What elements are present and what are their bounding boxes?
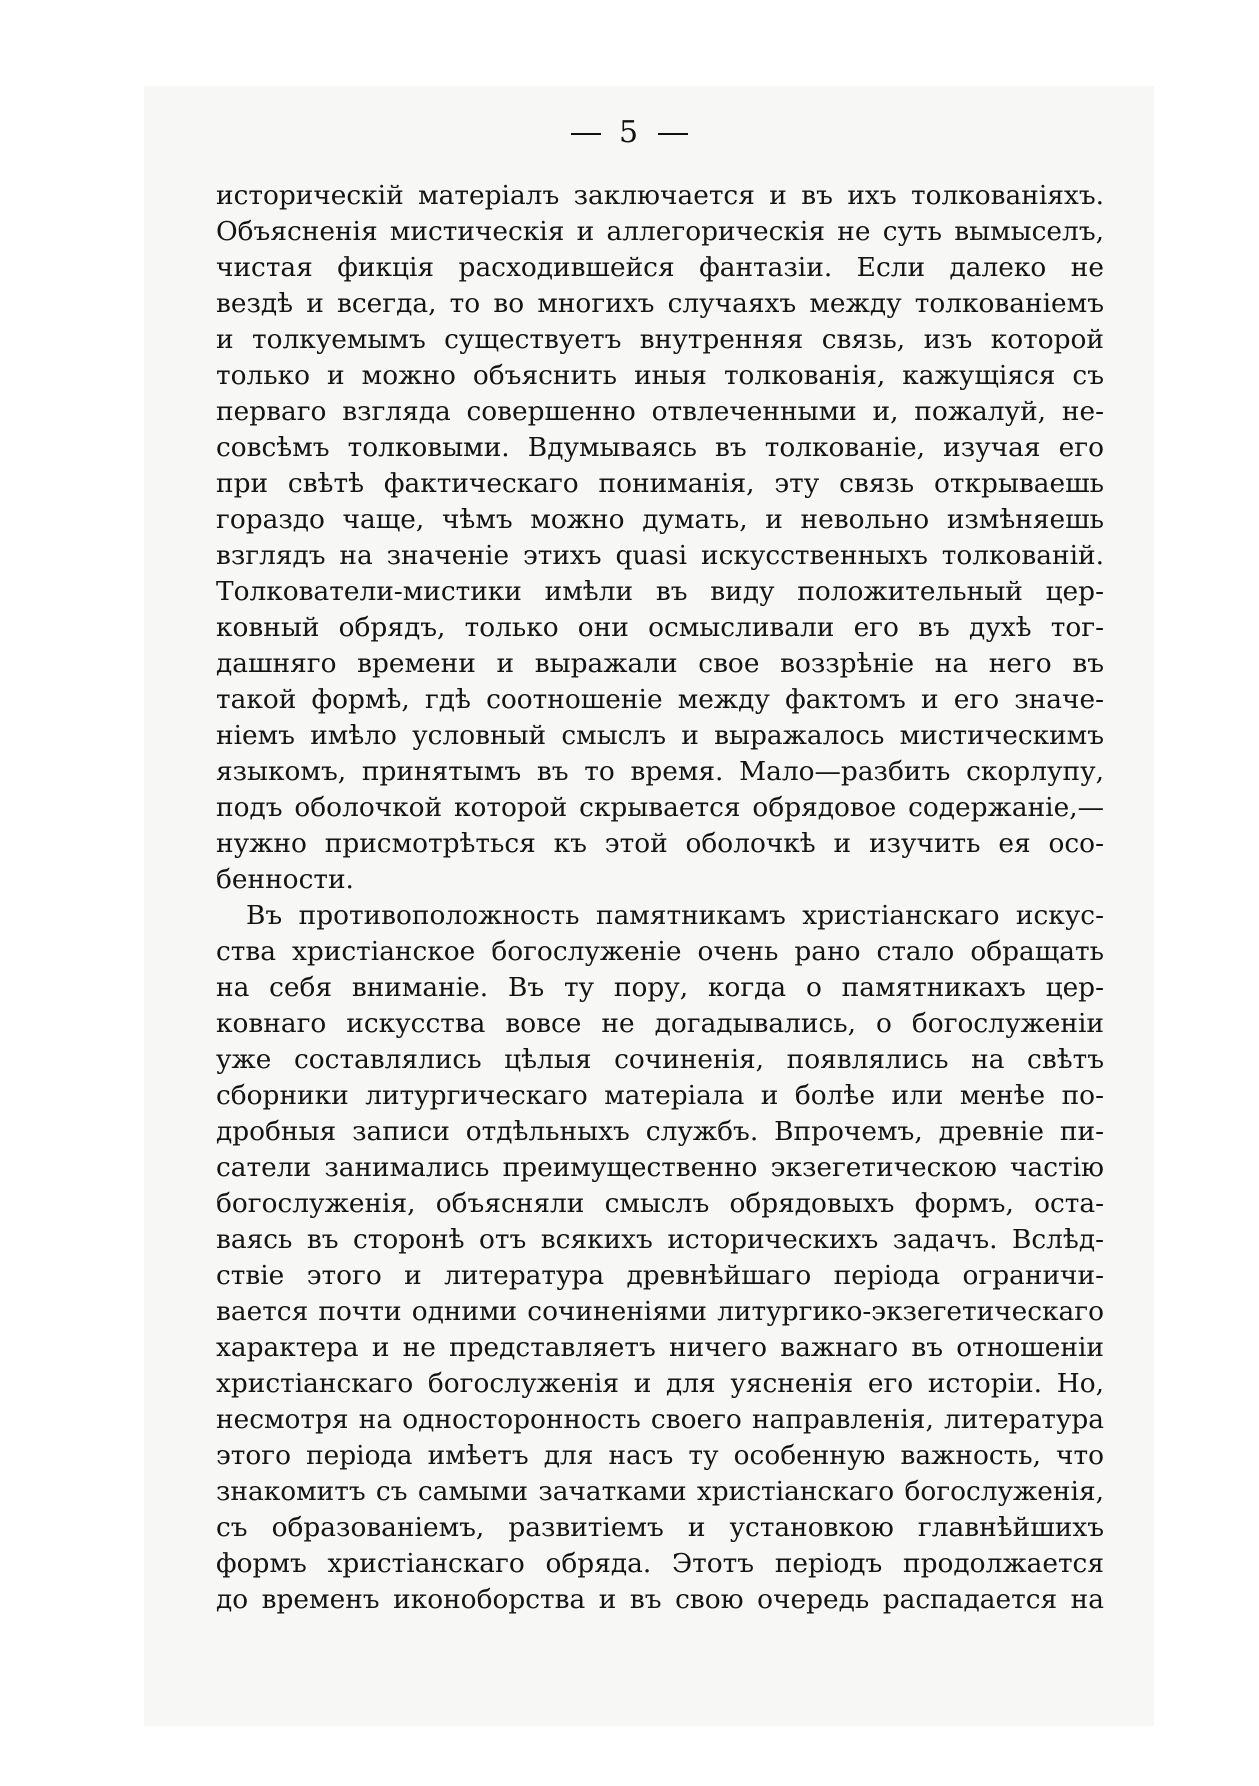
text-line: Объясненія мистическія и аллегорическія не суть вымыселъ, (216, 216, 1104, 247)
body-text (216, 178, 1104, 1618)
paragraph-2 (216, 898, 1104, 1618)
text-line: характера и не представляетъ ничего важнаго въ отношеніи (216, 1332, 1104, 1363)
text-line: ствіе этого и литература древнѣйшаго періода ограничи- (216, 1260, 1104, 1291)
text-line: перваго взгляда совершенно отвлеченными и, пожалуй, не- (216, 396, 1104, 427)
text-line: сатели занимались преимущественно экзегетическою частію (216, 1152, 1104, 1183)
text-line: Въ противоположность памятникамъ христіанскаго искус- (246, 900, 1104, 931)
header-dash-left (571, 133, 601, 135)
text-line: дашняго времени и выражали свое воззрѣніе на него въ (216, 648, 1104, 679)
text-line: такой формѣ, гдѣ соотношеніе между фактомъ и его значе- (216, 684, 1104, 715)
text-line: дробныя записи отдѣльныхъ службъ. Впрочемъ, древніе пи- (216, 1116, 1104, 1147)
text-line: нужно присмотрѣться къ этой оболочкѣ и изучить ея осо- (216, 828, 1104, 859)
text-line: съ образованіемъ, развитіемъ и установкою главнѣйшихъ (216, 1512, 1104, 1543)
text-line: взглядъ на значеніе этихъ quasi искусственныхъ толкованій. (216, 540, 1104, 571)
text-line: ніемъ имѣло условный смыслъ и выражалось мистическимъ (216, 720, 1104, 751)
text-line: при свѣтѣ фактическаго пониманія, эту связь открываешь (216, 468, 1104, 499)
text-line: знакомитъ съ самыми зачатками христіанскаго богослуженія, (216, 1476, 1104, 1507)
text-line: подъ оболочкой которой скрывается обрядовое содержаніе,— (216, 792, 1104, 823)
paragraph-1 (216, 178, 1104, 898)
text-line: несмотря на односторонность своего направленія, литература (216, 1404, 1104, 1435)
text-line: вездѣ и всегда, то во многихъ случаяхъ между толкованіемъ (216, 288, 1104, 319)
text-line: гораздо чаще, чѣмъ можно думать, и невольно измѣняешь (216, 504, 1104, 535)
text-line: ковный обрядъ, только они осмысливали его въ духѣ тог- (216, 612, 1104, 643)
text-line: историческій матеріалъ заключается и въ ихъ толкованіяхъ. (216, 180, 1104, 211)
text-line: до временъ иконоборства и въ свою очередь распадается на (216, 1584, 1104, 1615)
text-line: этого періода имѣетъ для насъ ту особенную важность, что (216, 1440, 1104, 1471)
text-line: языкомъ, принятымъ въ то время. Мало—разбить скорлупу, (216, 756, 1104, 787)
text-line: сборники литургическаго матеріала и болѣе или менѣе по- (216, 1080, 1104, 1111)
text-line: богослуженія, объясняли смыслъ обрядовыхъ формъ, оста- (216, 1188, 1104, 1219)
text-line: совсѣмъ толковыми. Вдумываясь въ толкованіе, изучая его (216, 432, 1104, 463)
text-line: уже составлялись цѣлыя сочиненія, появлялись на свѣтъ (216, 1044, 1104, 1075)
page-header (0, 115, 1259, 150)
text-line: вается почти одними сочиненіями литургико-экзегетическаго (216, 1296, 1104, 1327)
text-line: на себя вниманіе. Въ ту пору, когда о памятникахъ цер- (216, 972, 1104, 1003)
text-line: формъ христіанскаго обряда. Этотъ періодъ продолжается (216, 1548, 1104, 1579)
header-dash-right (658, 133, 688, 135)
text-line: чистая фикція расходившейся фантазіи. Если далеко не (216, 252, 1104, 283)
text-line: и толкуемымъ существуетъ внутренняя связь, изъ которой (216, 324, 1104, 355)
text-line: христіанскаго богослуженія и для уясненія его исторіи. Но, (216, 1368, 1104, 1399)
text-line: ваясь въ сторонѣ отъ всякихъ историческихъ задачъ. Вслѣд- (216, 1224, 1104, 1255)
page-number: 5 (618, 115, 641, 150)
text-line: Толкователи-мистики имѣли въ виду положительный цер- (216, 576, 1104, 607)
text-line: ства христіанское богослуженіе очень рано стало обращать (216, 936, 1104, 967)
text-line: ковнаго искусства вовсе не догадывались, о богослуженіи (216, 1008, 1104, 1039)
text-line: бенности. (216, 864, 354, 895)
text-line: только и можно объяснить иныя толкованія, кажущіяся съ (216, 360, 1104, 391)
